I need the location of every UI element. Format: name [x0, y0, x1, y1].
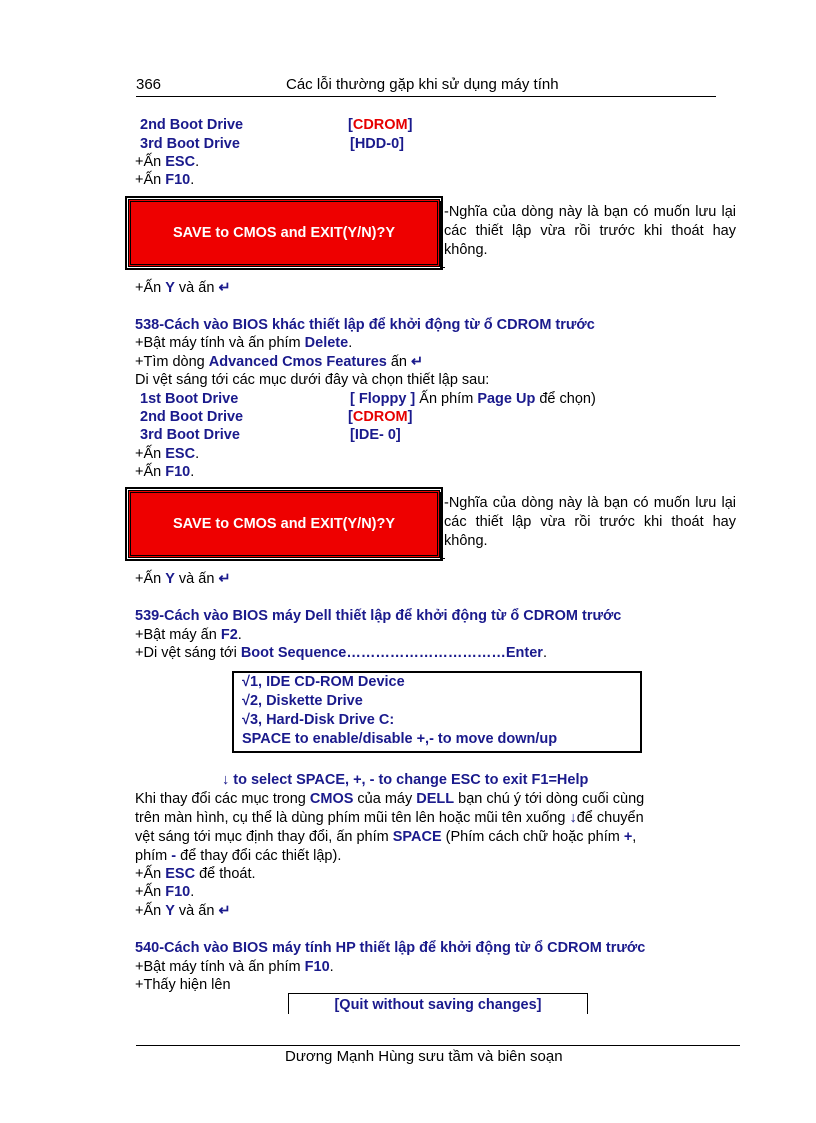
boot-item: √1, IDE CD-ROM Device [242, 674, 405, 690]
page-footer: Dương Mạnh Hùng sưu tầm và biên soạn [285, 1048, 563, 1065]
boot-drive-3-label: 3rd Boot Drive [140, 136, 240, 152]
down-arrow-icon: ↓ [569, 810, 577, 826]
page-number: 366 [136, 76, 162, 93]
section-538-heading: 538-Cách vào BIOS khác thiết lập để khởi động từ ổ CDROM trước [135, 317, 595, 333]
press-f10-line: +Ấn F10. [135, 172, 195, 188]
enter-key-icon: ↵ [218, 571, 231, 587]
save-note: -Nghĩa của dòng này là bạn có muốn lưu lại các thiết lập vừa rồi trước khi thoát hay không. [444, 204, 736, 258]
section-539-heading: 539-Cách vào BIOS máy Dell thiết lập để khởi động từ ổ CDROM trước [135, 608, 622, 624]
s539-line1: +Bật máy ấn F2. [135, 627, 242, 643]
s539-para-line2: trên màn hình, cụ thể là dùng phím mũi tên lên hoặc mũi tên xuống ↓để chuyển [135, 810, 644, 826]
s539-para-line3: vệt sáng tới mục định thay đổi, ấn phím SPACE (Phím cách chữ hoặc phím +, [135, 829, 637, 845]
boot-sequence-box [232, 671, 642, 753]
save-cmos-box-2: SAVE to CMOS and EXIT(Y/N)?Y [128, 490, 440, 558]
s538-line1: +Bật máy tính và ấn phím Delete. [135, 335, 353, 351]
quit-without-saving-box: [Quit without saving changes] [288, 993, 588, 1014]
cdrom-value: CDROM [352, 117, 408, 133]
s538-drive1-value: [ Floppy ] Ấn phím Page Up để chọn) [350, 391, 596, 407]
enter-key-icon: ↵ [218, 280, 231, 296]
press-esc-line: +Ấn ESC. [135, 154, 200, 170]
s538-confirm: +Ấn Y và ấn ↵ [135, 571, 231, 587]
s540-line2: +Thấy hiện lên [135, 977, 231, 993]
s539-para-line1: Khi thay đổi các mục trong CMOS của máy DELL bạn chú ý tới dòng cuối cùng [135, 791, 645, 807]
boot-drive-value: [CDROM] [348, 117, 413, 133]
save-note-2: -Nghĩa của dòng này là bạn có muốn lưu lại các thiết lập vừa rồi trước khi thoát hay không. [444, 495, 736, 549]
s538-drive3-label: 3rd Boot Drive [140, 427, 240, 443]
save-cmos-box: SAVE to CMOS and EXIT(Y/N)?Y [128, 199, 440, 267]
s538-f10: +Ấn F10. [135, 464, 195, 480]
s538-drive1-label: 1st Boot Drive [140, 391, 239, 407]
section-540-heading: 540-Cách vào BIOS máy tính HP thiết lập để khởi động từ ổ CDROM trước [135, 940, 646, 956]
s539-line2: +Di vệt sáng tới Boot Sequence……………………………Enter. [135, 645, 547, 661]
boot-item-hint: SPACE to enable/disable +,- to move down/up [242, 731, 558, 747]
s540-line1: +Bật máy tính và ấn phím F10. [135, 959, 334, 975]
s539-f10: +Ấn F10. [135, 884, 195, 900]
boot-drive-2-row [140, 116, 243, 134]
boot-item: √2, Diskette Drive [242, 693, 363, 709]
s539-confirm: +Ấn Y và ấn ↵ [135, 903, 231, 919]
note-bracket [440, 201, 445, 268]
enter-key-icon: ↵ [411, 354, 424, 370]
boot-drive-label: 2nd Boot Drive [140, 117, 244, 133]
confirm-line: +Ấn Y và ấn ↵ [135, 280, 231, 296]
boot-item: √3, Hard-Disk Drive C: [242, 712, 395, 728]
s539-esc: +Ấn ESC để thoát. [135, 866, 256, 882]
help-line: ↓ to select SPACE, +, - to change ESC to exit F1=Help [222, 772, 589, 788]
footer-rule [136, 1045, 740, 1046]
note-bracket-2 [440, 492, 445, 559]
s538-drive3-value: [IDE- 0] [350, 427, 401, 443]
s538-drive2-value: [CDROM] [348, 409, 413, 425]
s538-drive2-label: 2nd Boot Drive [140, 409, 244, 425]
page-header [136, 76, 716, 97]
s539-para-line4: phím - để thay đổi các thiết lập). [135, 848, 342, 864]
s538-line2: +Tìm dòng Advanced Cmos Features ấn ↵ [135, 354, 424, 370]
s538-line3: Di vệt sáng tới các mục dưới đây và chọn thiết lập sau: [135, 372, 490, 388]
s538-esc: +Ấn ESC. [135, 446, 200, 462]
header-title: Các lỗi thường gặp khi sử dụng máy tính [286, 76, 559, 93]
boot-drive-3-value: [HDD-0] [350, 136, 404, 152]
enter-key-icon: ↵ [218, 903, 231, 919]
